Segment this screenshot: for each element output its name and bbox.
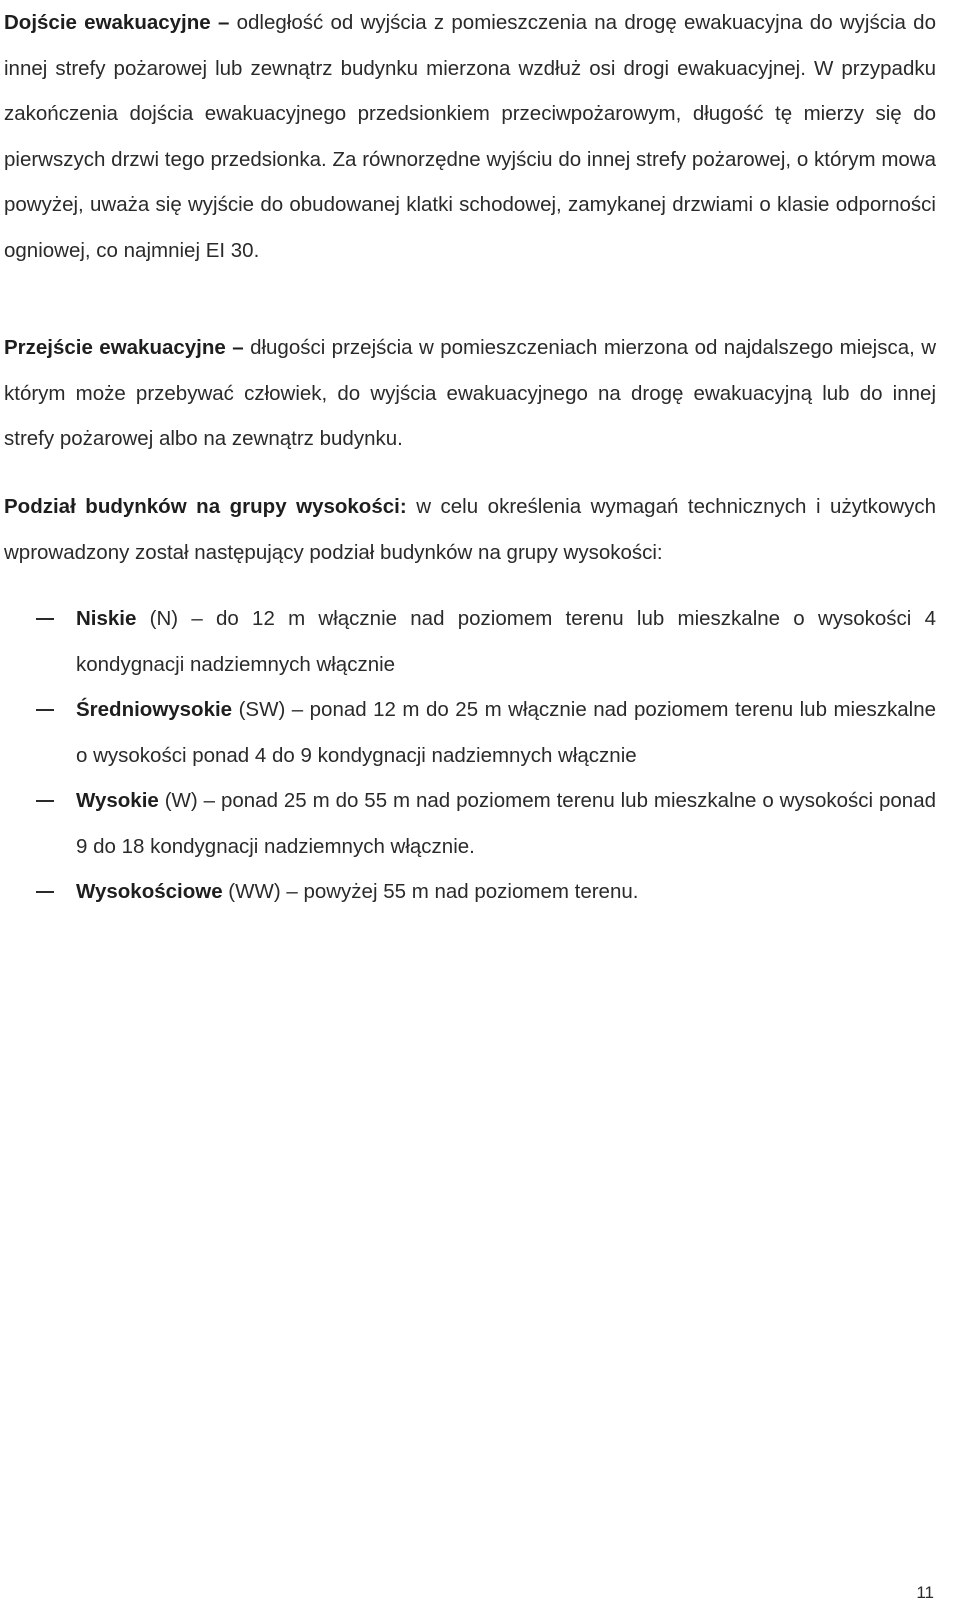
height-groups-list [0,596,936,915]
list-item [0,869,936,915]
height-group-name: Średniowysokie [76,698,233,721]
height-group-desc: (WW) – powyżej 55 m nad poziomem terenu. [228,880,639,903]
height-group-desc: (SW) – ponad 12 m do 25 m włącznie nad poziomem terenu lub mieszkalne o wysokości ponad 4 do 9 kondygnacji nadziemnych włącznie [76,698,936,767]
height-group-name: Wysokościowe [76,880,223,903]
height-group-name: Niskie [76,607,137,630]
term-exit-passage: Przejście ewakuacyjne [4,336,226,359]
term-height-groups: Podział budynków na grupy wysokości: [4,495,407,518]
paragraph-exit-access [4,0,936,273]
term-dash: – [232,336,244,359]
definition-exit-passage: długości przejścia w pomieszczeniach mierzona od najdalszego miejsca, w którym może przebywać człowiek, do wyjścia ewakuacyjnego na drogę ewakuacyjną lub do innej strefy pożarowej albo na zewnątrz budynku. [4,336,937,450]
definition-exit-access: odległość od wyjścia z pomieszczenia na drogę ewakuacyjna do wyjścia do innej strefy pożarowej lub zewnątrz budynku mierzona wzdłuż osi drogi ewakuacyjnej. W przypadku zakończenia dojścia ewakuacyjnego przedsionkiem przeciwpożarowym, długość tę mierzy się do pierwszych drzwi tego przedsionka. Za równorzędne wyjściu do innej strefy pożarowej, o którym mowa powyżej, uważa się wyjście do obudowanej klatki schodowej, zamykanej drzwiami o klasie odporności ogniowej, co najmniej EI 30. [4,11,936,262]
height-group-desc: (N) – do 12 m włącznie nad poziomem terenu lub mieszkalne o wysokości 4 kondygnacji nadziemnych włącznie [76,607,936,676]
dash-bullet-icon [36,618,54,620]
dash-bullet-icon [36,709,54,711]
height-group-desc: (W) – ponad 25 m do 55 m nad poziomem terenu lub mieszkalne o wysokości ponad 9 do 18 kondygnacji nadziemnych włącznie. [76,789,936,858]
term-exit-access: Dojście ewakuacyjne [4,11,211,34]
dash-bullet-icon [36,891,54,893]
dash-bullet-icon [36,800,54,802]
list-item [0,687,936,778]
paragraph-exit-passage [4,325,936,462]
height-group-name: Wysokie [76,789,159,812]
term-dash: – [217,11,230,34]
page-number: 11 [916,1583,934,1602]
definition-height-groups: w celu określenia wymagań technicznych i użytkowych wprowadzony został następujący podział budynków na grupy wysokości: [4,495,936,564]
list-item [0,596,936,687]
list-item [0,778,936,869]
paragraph-height-groups [4,484,936,575]
